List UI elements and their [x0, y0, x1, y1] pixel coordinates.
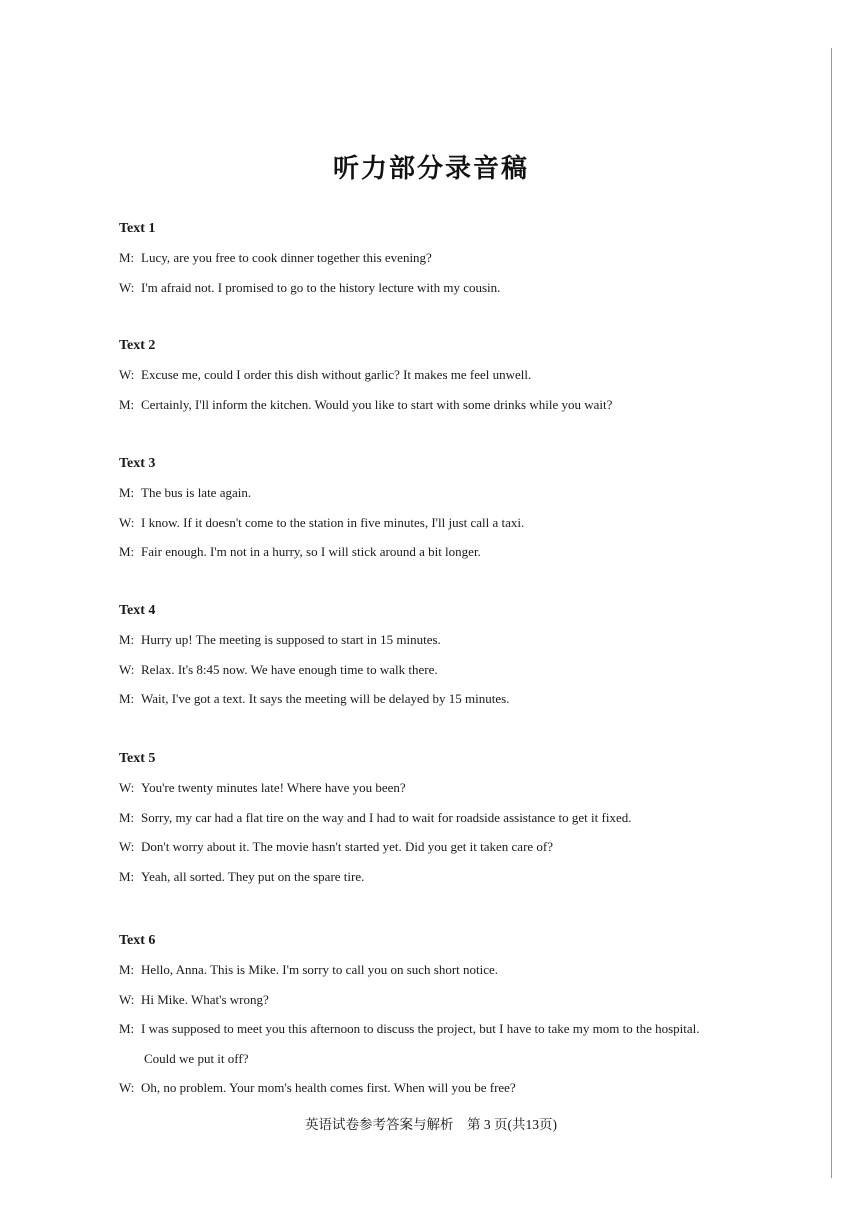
dialogue-text: Wait, I've got a text. It says the meeting will be delayed by 15 minutes. — [141, 691, 510, 707]
dialogue-text: Hurry up! The meeting is supposed to start in 15 minutes. — [141, 632, 441, 647]
speaker-label: M: — [119, 485, 135, 500]
section-heading: Text 5 — [119, 751, 156, 766]
transcript-section-text-2 — [119, 336, 769, 424]
dialogue-text: Don't worry about it. The movie hasn't started yet. Did you get it taken care of? — [141, 839, 554, 855]
dialogue-text: Certainly, I'll inform the kitchen. Would you like to start with some drinks while you wait? — [141, 396, 613, 412]
dialogue-text: Fair enough. I'm not in a hurry, so I will stick around a bit longer. — [141, 544, 481, 560]
section-heading: Text 6 — [119, 933, 156, 948]
dialogue-line — [119, 542, 769, 562]
speaker-label: W: — [119, 514, 135, 530]
speaker-label: M: — [119, 544, 135, 560]
dialogue-line — [119, 483, 769, 503]
dialogue-text: Could we put it off? — [144, 1050, 249, 1066]
dialogue-text: I know. If it doesn't come to the station in five minutes, I'll just call a taxi. — [141, 514, 525, 530]
speaker-label: W: — [119, 279, 135, 295]
transcript-section-text-1 — [119, 219, 769, 307]
dialogue-line — [119, 248, 769, 268]
transcript-section-text-3 — [119, 454, 769, 572]
page-footer: 英语试卷参考答案与解析 第 3 页(共13页) — [305, 1117, 557, 1132]
speaker-label: M: — [119, 1021, 135, 1037]
dialogue-line — [119, 660, 769, 680]
speaker-label: M: — [119, 962, 135, 977]
speaker-label: M: — [119, 632, 135, 647]
dialogue-text: You're twenty minutes late! Where have you been? — [141, 780, 406, 795]
dialogue-text: Sorry, my car had a flat tire on the way and I had to wait for roadside assistance to get it fixed. — [141, 809, 632, 825]
dialogue-line — [119, 837, 769, 857]
dialogue-line — [119, 513, 769, 533]
dialogue-text: I was supposed to meet you this afternoon to discuss the project, but I have to take my mom to the hospital. — [141, 1021, 700, 1037]
dialogue-line — [119, 778, 769, 798]
speaker-label: M: — [119, 691, 135, 707]
transcript-section-text-6 — [119, 931, 769, 1108]
speaker-label: M: — [119, 809, 135, 825]
dialogue-line — [119, 395, 769, 415]
dialogue-line — [119, 960, 769, 980]
dialogue-line — [119, 1019, 769, 1039]
speaker-label: M: — [119, 396, 135, 412]
dialogue-text: Relax. It's 8:45 now. We have enough time to walk there. — [141, 661, 438, 677]
dialogue-line-continuation — [119, 1049, 769, 1069]
dialogue-line — [119, 630, 769, 650]
dialogue-text: Hello, Anna. This is Mike. I'm sorry to call you on such short notice. — [141, 962, 499, 977]
dialogue-text: Oh, no problem. Your mom's health comes first. When will you be free? — [141, 1080, 516, 1096]
speaker-label: W: — [119, 1080, 135, 1096]
speaker-label: W: — [119, 839, 135, 855]
transcript-section-text-5 — [119, 749, 769, 896]
dialogue-line — [119, 365, 769, 385]
section-heading: Text 4 — [119, 603, 156, 618]
dialogue-text: Yeah, all sorted. They put on the spare tire. — [141, 868, 365, 884]
speaker-label: W: — [119, 661, 135, 677]
dialogue-line — [119, 867, 769, 887]
speaker-label: W: — [119, 367, 135, 382]
speaker-label: M: — [119, 250, 135, 265]
transcript-section-text-4 — [119, 601, 769, 719]
dialogue-text: Excuse me, could I order this dish without garlic? It makes me feel unwell. — [141, 367, 532, 382]
dialogue-line — [119, 689, 769, 709]
section-heading: Text 1 — [119, 221, 156, 236]
speaker-label: M: — [119, 868, 135, 884]
dialogue-line — [119, 990, 769, 1010]
page-edge-line — [831, 48, 832, 1178]
dialogue-text: The bus is late again. — [141, 485, 252, 500]
section-heading: Text 2 — [119, 338, 156, 353]
dialogue-text: Hi Mike. What's wrong? — [141, 991, 269, 1007]
dialogue-line — [119, 808, 769, 828]
dialogue-text: Lucy, are you free to cook dinner together this evening? — [141, 250, 432, 265]
page-title: 听力部分录音稿 — [332, 154, 529, 184]
dialogue-line — [119, 278, 769, 298]
speaker-label: W: — [119, 991, 135, 1007]
dialogue-line — [119, 1078, 769, 1098]
dialogue-text: I'm afraid not. I promised to go to the history lecture with my cousin. — [141, 279, 501, 295]
speaker-label: W: — [119, 780, 135, 795]
section-heading: Text 3 — [119, 456, 156, 471]
